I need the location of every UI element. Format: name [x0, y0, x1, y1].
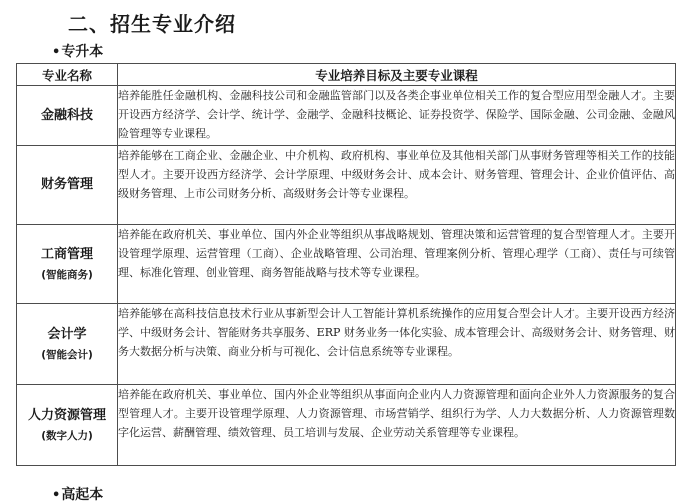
major-name: 财务管理	[40, 177, 93, 192]
bullet-icon: •	[52, 488, 61, 503]
major-name-cell	[17, 146, 118, 225]
header-major-name: 专业名称	[17, 64, 118, 86]
major-direction: (智能商务)	[41, 268, 93, 281]
table-row	[17, 86, 676, 146]
major-name-cell	[17, 304, 118, 385]
subsection-label: 高起本	[61, 487, 104, 503]
major-name-cell	[17, 225, 118, 304]
major-table	[16, 63, 676, 466]
major-name: 会计学	[47, 326, 87, 342]
subsection-label: 专升本	[61, 44, 104, 60]
subsection-heading-zhuanshengben	[52, 41, 103, 61]
major-name-cell	[17, 86, 118, 146]
major-direction: (智能会计)	[41, 348, 93, 361]
table-row	[17, 385, 676, 466]
major-description: 培养能在政府机关、事业单位、国内外企业等组织从事战略规划、管理决策和运营管理的复合型管理人才。主要开设管理学原理、运营管理（工商）、企业战略管理、公司治理、管理案例分析、管理心理学（工商）、责任与可续管理、标准化管理、创业管理、商务智能战略与技术等专业课程。	[118, 225, 676, 304]
table-row	[17, 304, 676, 385]
section-title: 二、招生专业介绍	[68, 12, 236, 36]
major-name: 金融科技	[40, 107, 93, 123]
major-name: 工商管理	[40, 246, 93, 262]
major-description: 培养能胜任金融机构、金融科技公司和金融监管部门以及各类企事业单位相关工作的复合型应用型金融人才。主要开设西方经济学、会计学、统计学、金融学、金融科技概论、证券投资学、保险学、国际金融、公司金融、金融风险管理等专业课程。	[118, 86, 676, 146]
major-description: 培养能够在工商企业、金融企业、中介机构、政府机构、事业单位及其他相关部门从事财务管理等相关工作的技能型人才。主要开设西方经济学、会计学原理、中级财务会计、成本会计、财务管理、管理会计、企业价值评估、高级财务管理、上市公司财务分析、高级财务会计等专业课程。	[118, 146, 676, 225]
table-header-row	[17, 64, 676, 86]
major-name-cell	[17, 385, 118, 466]
bullet-icon: •	[52, 45, 61, 60]
table-row	[17, 225, 676, 304]
major-name: 人力资源管理	[27, 407, 106, 423]
table-row	[17, 146, 676, 225]
major-description: 培养能够在高科技信息技术行业从事新型会计人工智能计算机系统操作的应用复合型会计人才。主要开设西方经济学、中级财务会计、智能财务共享服务、ERP 财务业务一体化实验、成本管理会计、高级财务会计、财务管理、财务大数据分析与决策、商业分析与可视化、会计信息系统等专业课程。	[118, 304, 676, 385]
header-major-description: 专业培养目标及主要专业课程	[118, 64, 676, 86]
subsection-heading-gaoqiben	[52, 484, 103, 504]
major-description: 培养能在政府机关、事业单位、国内外企业等组织从事面向企业内人力资源管理和面向企业外人力资源服务的复合型管理人才。主要开设管理学原理、人力资源管理、市场营销学、组织行为学、人力大数据分析、人力资源管理数字化运营、薪酬管理、绩效管理、员工培训与发展、企业劳动关系管理等专业课程。	[118, 385, 676, 466]
major-direction: (数字人力)	[41, 429, 93, 442]
